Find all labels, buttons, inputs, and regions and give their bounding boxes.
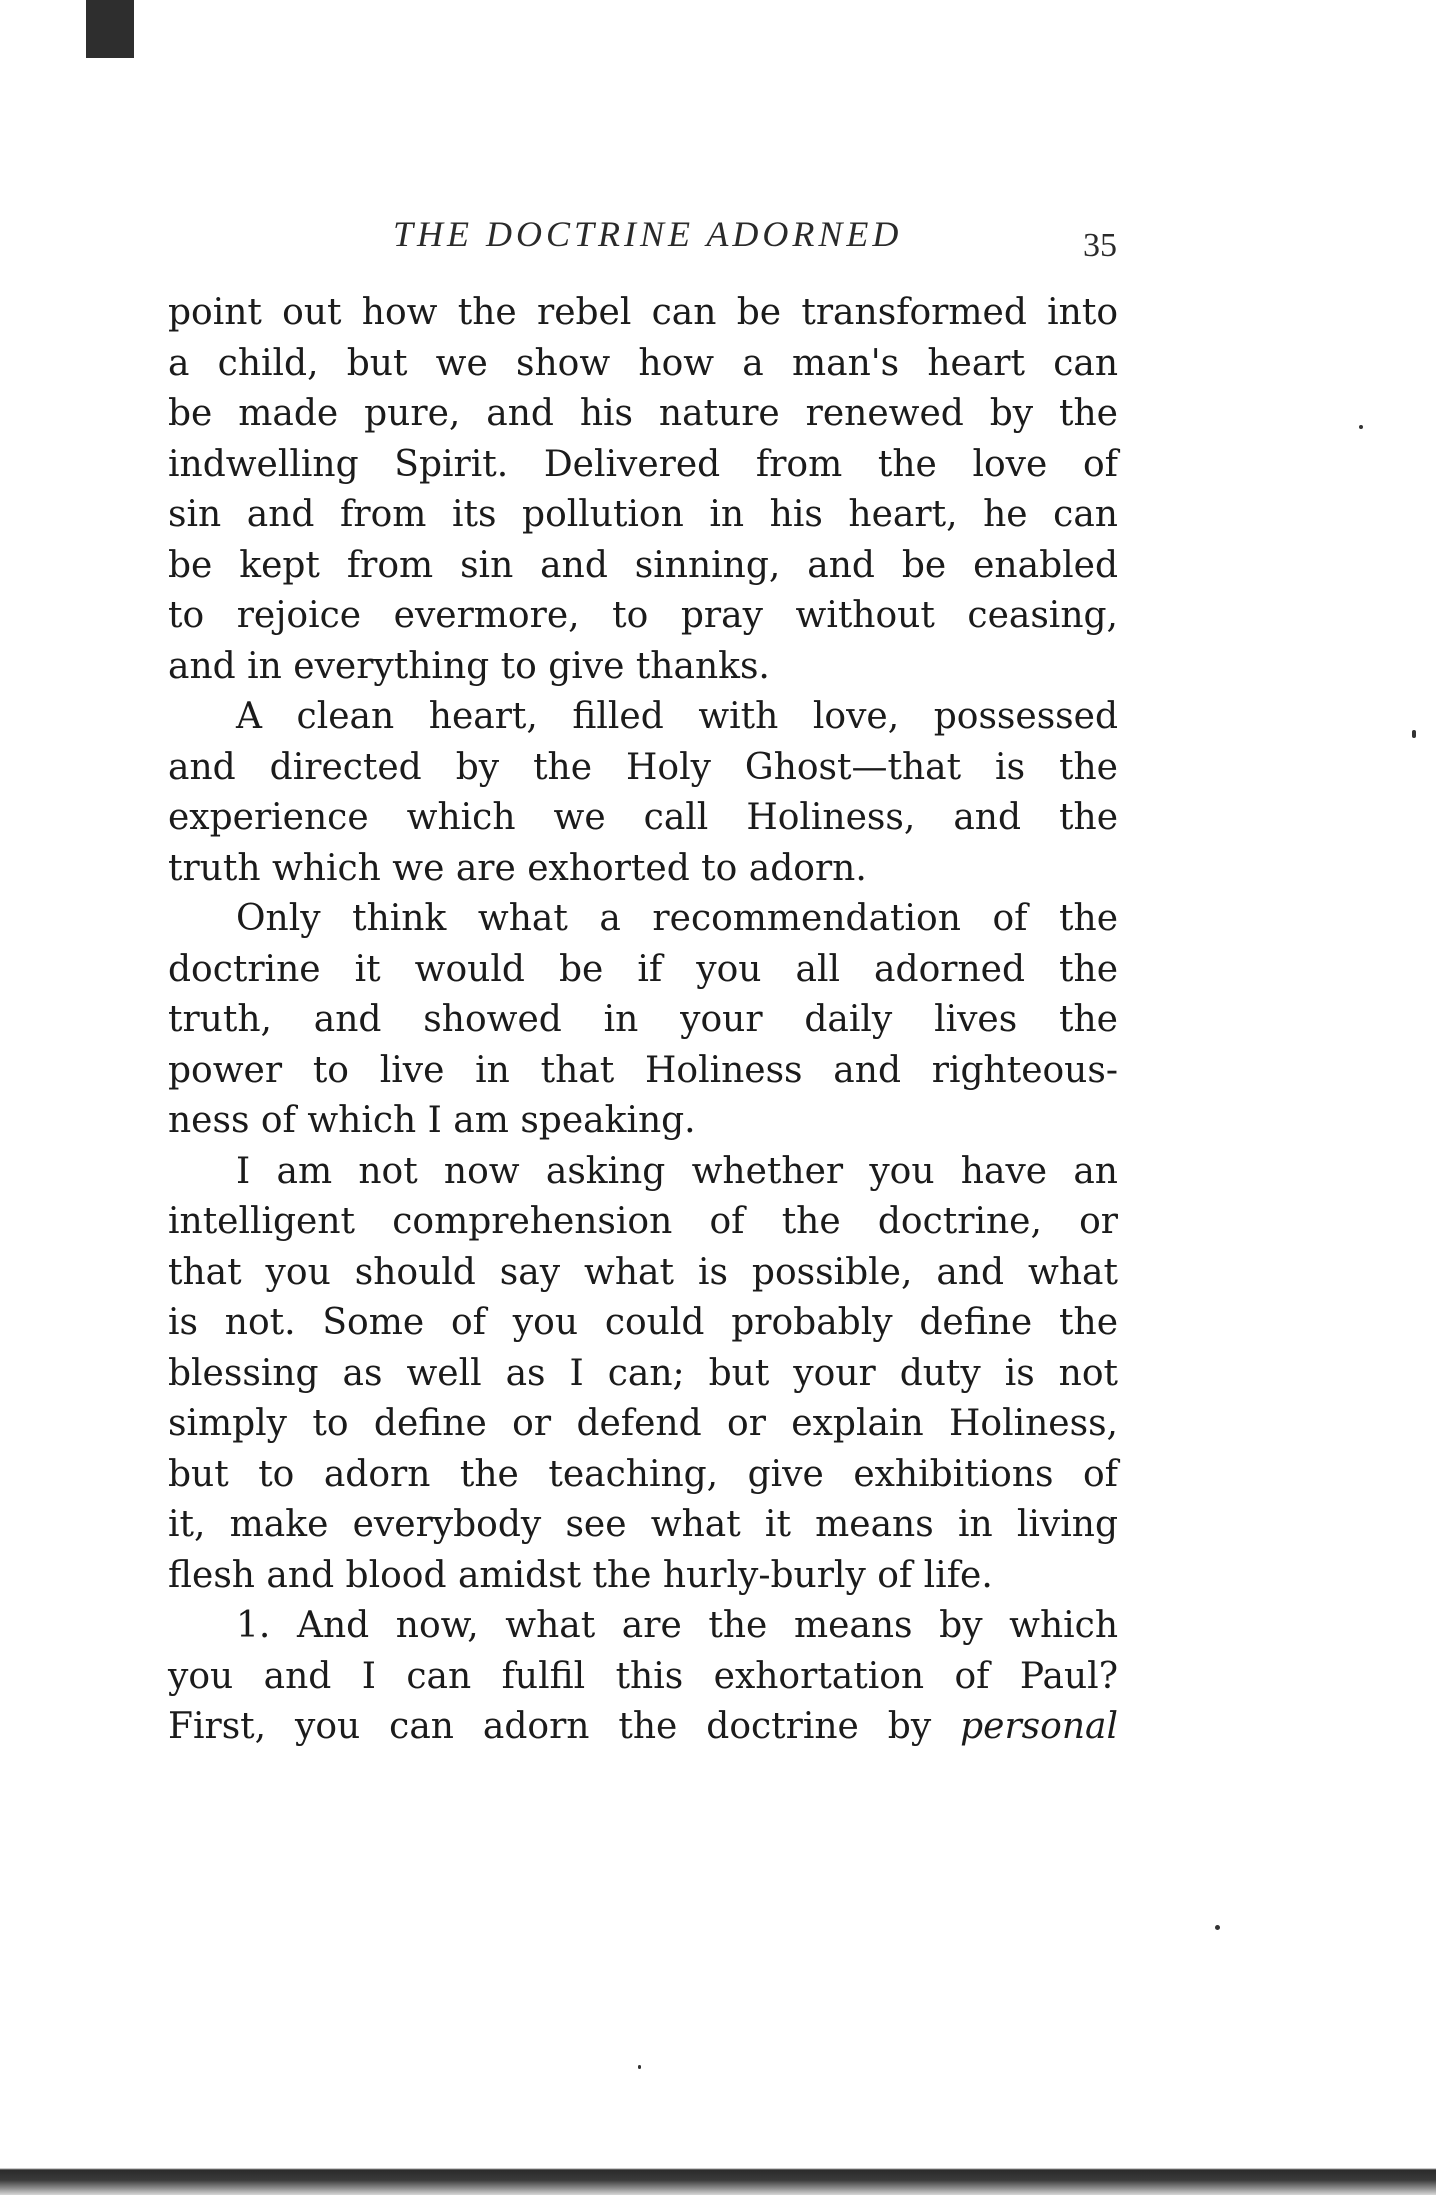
- text-line: point out how the rebel can be transformed into: [168, 292, 1118, 333]
- text-line: 1. And now, what are the means by which: [236, 1605, 1118, 1646]
- text-line: be kept from sin and sinning, and be enabled: [168, 544, 1118, 586]
- scan-artifact-top-left: [86, 0, 134, 58]
- text-line: I am not now asking whether you have an: [236, 1150, 1118, 1192]
- text-line: indwelling Spirit. Delivered from the love of: [168, 443, 1118, 485]
- scan-dot: [638, 2065, 641, 2069]
- text-line: and directed by the Holy Ghost—that is the: [168, 746, 1118, 788]
- text-line: experience which we call Holiness, and the: [168, 797, 1118, 838]
- text-line: you and I can fulfil this exhortation of Paul?: [168, 1655, 1118, 1697]
- text-line: a child, but we show how a man's heart can: [168, 342, 1118, 384]
- text-line: truth which we are exhorted to adorn.: [168, 847, 867, 889]
- text-line: sin and from its pollution in his heart, he can: [168, 494, 1118, 535]
- text-line: is not. Some of you could probably define the: [168, 1302, 1118, 1343]
- page-number: 35: [1083, 227, 1117, 264]
- text-line: blessing as well as I can; but your duty is not: [168, 1352, 1118, 1394]
- text-line: truth, and showed in your daily lives the: [168, 999, 1118, 1040]
- running-title: THE DOCTRINE ADORNED: [393, 214, 903, 254]
- text-line-final: [168, 1702, 1118, 1753]
- text-line: simply to define or defend or explain Holiness,: [168, 1403, 1118, 1444]
- final-line-text: First, you can adorn the doctrine by: [168, 1706, 932, 1747]
- text-line: and in everything to give thanks.: [168, 645, 770, 687]
- text-line: flesh and blood amidst the hurly-burly of life.: [168, 1554, 993, 1596]
- scan-dot: [1215, 1925, 1220, 1930]
- text-line: but to adorn the teaching, give exhibitions of: [168, 1453, 1118, 1495]
- text-line: be made pure, and his nature renewed by the: [168, 393, 1118, 434]
- text-line: that you should say what is possible, and what: [168, 1251, 1118, 1293]
- scan-dot: [1359, 425, 1363, 429]
- text-line: to rejoice evermore, to pray without ceasing,: [168, 595, 1118, 636]
- body-text: [168, 288, 1118, 1753]
- text-line: doctrine it would be if you all adorned the: [168, 948, 1118, 990]
- text-line: Only think what a recommendation of the: [236, 898, 1118, 939]
- text-line: it, make everybody see what it means in living: [168, 1504, 1118, 1545]
- scan-bottom-edge: [0, 2148, 1436, 2195]
- text-line: power to live in that Holiness and righteous-: [168, 1049, 1118, 1091]
- text-line: ness of which I am speaking.: [168, 1100, 696, 1141]
- text-line: A clean heart, filled with love, possessed: [236, 696, 1118, 737]
- page-header: [168, 205, 1128, 265]
- text-line: intelligent comprehension of the doctrine, or: [168, 1201, 1118, 1242]
- italic-word: personal: [960, 1706, 1118, 1747]
- scan-dot: [1412, 730, 1416, 738]
